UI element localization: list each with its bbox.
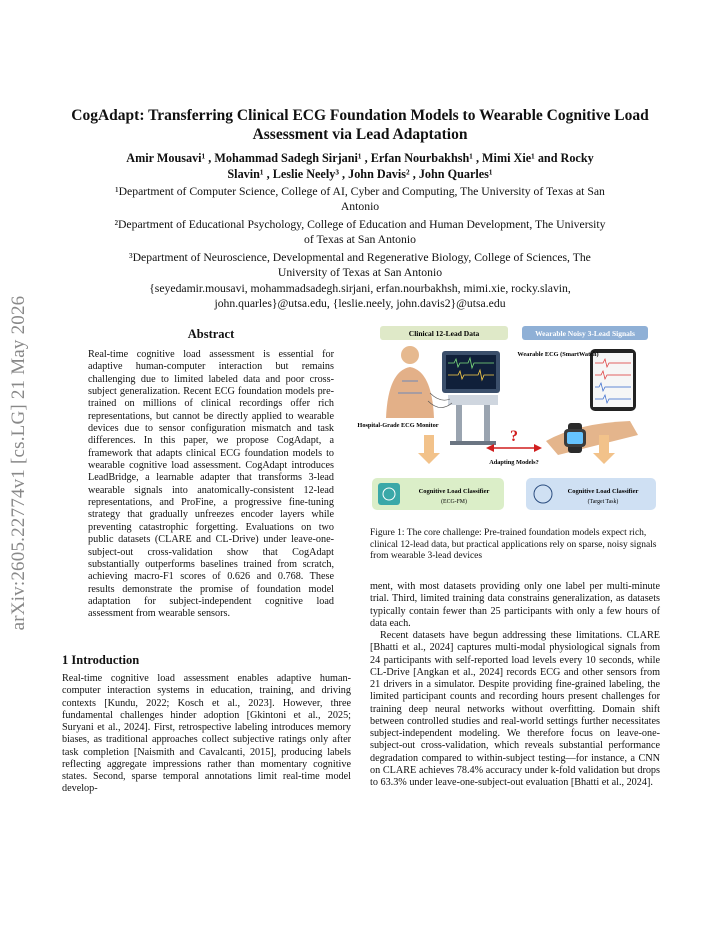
affiliation-1-line-1: ¹Department of Computer Science, College of AI, Cyber and Computing, The University of Texas at San	[115, 185, 605, 198]
question-mark-icon: ?	[510, 428, 518, 445]
figure-1	[357, 323, 660, 520]
monitor-label: Hospital-Grade ECG Monitor	[357, 422, 439, 429]
adapting-models-label: Adapting Models?	[489, 459, 539, 466]
author-list	[60, 150, 660, 182]
arxiv-identifier: arXiv:2605.22774v1 [cs.LG] 21 May 2026	[8, 295, 29, 631]
right-paragraph-2: Recent datasets have begun addressing these limitations. CLARE [Bhatti et al., 2024] captures multi-modal physiological signals from 24 participants with self-reported load levels every 10 seconds, while CL-Drive [Angkan et al., 2024] records ECG and other sensors from 21 drivers in a simulator. Despite providing fine-grained labeling, the limited participant counts and recording hours present challenges for training deep neural networks without overfitting. Domain shift between controlled studies and real-world settings further necessitates subject-independent modeling. We therefore focus on leave-one-subject-out cross-validation, which reveals substantial performance degradation compared to within-subject testing—for instance, a CNN on CLARE achieves 78.4% accuracy under k-fold validation but drops to 63.3% under leave-one-subject-out evaluation [Bhatti et al., 2024].	[370, 630, 660, 788]
right-paragraph-1: ment, with most datasets providing only one label per multi-minute trial. Third, limited training data constrains generalization, as datasets typically contain fewer than 25 participants with only a few hours of data each.	[370, 581, 660, 629]
left-down-arrow	[418, 435, 440, 464]
author-line-1: Amir Mousavi¹ , Mohammad Sadegh Sirjani¹ , Erfan Nourbakhsh¹ , Mimi Xie¹ and Rocky	[126, 151, 594, 165]
affiliation-3-line-2: University of Texas at San Antonio	[277, 266, 443, 279]
wrist-watch-icon	[546, 421, 638, 455]
right-header-label: Wearable Noisy 3-Lead Signals	[535, 329, 635, 338]
affiliation-1-line-2: Antonio	[340, 200, 380, 213]
author-line-2: Slavin¹ , Leslie Neely³ , John Davis² , John Quarles¹	[227, 167, 493, 181]
emails-line-1: {seyedamir.mousavi, mohammadsadegh.sirjani, erfan.nourbakhsh, mimi.xie, rocky.slavin,	[149, 282, 571, 295]
source-classifier-subtitle: (ECG-FM)	[441, 499, 467, 505]
intro-paragraph-1: Real-time cognitive load assessment enables adaptive human-computer interaction systems in education, training, and driving contexts [Kundu, 2022; Kosch et al., 2023]. However, three fundamental challenges hinder adoption [Gkintoni et al., 2025; Suryani et al., 2024]. First, retrospective labeling introduces memory biases, as traditional approaches collect subjective ratings only after task completion [Naismith and Cavalcanti, 2015], producing labels reflecting aggregate impressions rather than momentary cognitive states. Second, sparse temporal annotations limit real-time model develop-	[62, 673, 351, 795]
smartwatch-app-icon	[590, 349, 636, 411]
author-emails	[55, 281, 665, 311]
affiliation-2-line-2: of Texas at San Antonio	[304, 233, 416, 246]
watch-label-line: Wearable ECG (SmartWatch)	[517, 351, 599, 358]
affiliation-3-line-1: ³Department of Neuroscience, Developmental and Regenerative Biology, College of Sciences, The	[129, 251, 591, 264]
ecg-monitor-icon	[428, 351, 500, 445]
paper-title: CogAdapt: Transferring Clinical ECG Foundation Models to Wearable Cognitive Load Assessment via Lead Adaptation	[71, 107, 649, 143]
section-heading-introduction: 1 Introduction	[62, 653, 140, 667]
affiliation-2-line-1: ²Department of Educational Psychology, College of Education and Human Development, The University	[114, 218, 606, 231]
emails-line-2: john.quarles}@utsa.edu, {leslie.neely, john.davis2}@utsa.edu	[214, 297, 506, 310]
bidirectional-arrow-icon	[486, 444, 542, 452]
abstract-heading: Abstract	[187, 327, 235, 341]
affiliation-2	[55, 217, 665, 247]
abstract-body: Real-time cognitive load assessment is essential for adaptive human-computer interaction but remains challenging due to limited labeled data and poor cross-subject generalization. Recent ECG foundation models pre-trained on millions of clinical recordings offer rich representations, but cannot be directly applied to wearable devices due to sensor configuration mismatch and task differences. In this paper, we propose CogAdapt, a framework that adapts clinical ECG foundation models to wearable cognitive load assessment. CogAdapt introduces LeadBridge, a learnable adapter that transforms 3-lead wearable signals into anatomically-consistent 12-lead representations, and ProFine, a progressive fine-tuning strategy that gradually unfreezes encoder layers while preventing catastrophic forgetting. Evaluations on two public datasets (CLARE and CL-Drive) under leave-one-subject-out cross-validation show that CogAdapt substantially outperforms baselines trained from scratch, achieving macro-F1 scores of 0.626 and 0.768. These results demonstrate the promise of foundation model adaptation for subject-independent cognitive load assessment from wearable sensors.	[88, 349, 334, 620]
source-classifier-title: Cognitive Load Classifier	[418, 488, 490, 495]
figure-1-caption: Figure 1: The core challenge: Pre-trained foundation models expect rich, clinical 12-lead data, but practical applications rely on sparse, noisy signals from wearable 3-lead devices	[370, 528, 657, 562]
affiliation-1	[55, 184, 665, 214]
target-classifier-title: Cognitive Load Classifier	[567, 488, 639, 495]
affiliation-3	[55, 250, 665, 280]
figure-1-graphic	[357, 323, 660, 520]
watch-label	[517, 351, 598, 358]
target-classifier-subtitle: (Target Task)	[587, 499, 619, 505]
patient-icon	[386, 346, 434, 418]
left-header-label: Clinical 12-Lead Data	[408, 329, 480, 338]
network-icon	[378, 483, 400, 505]
